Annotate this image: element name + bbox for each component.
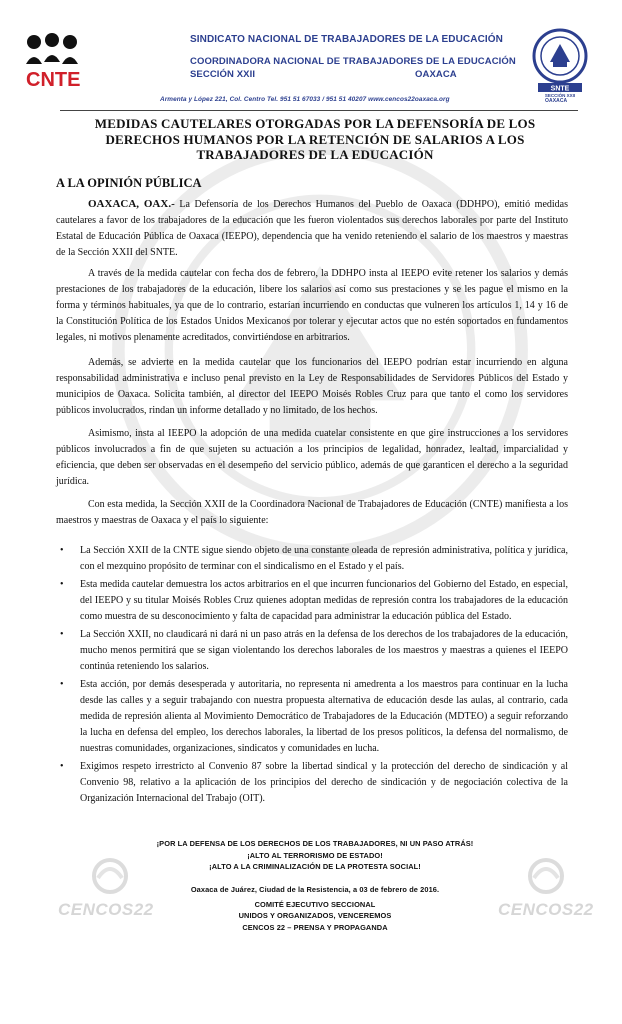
contact-address: Armenta y López 221, Col. Centro Tel. 951 51 67033 / 951 51 40207 www.cencos22oaxaca.org	[160, 96, 450, 103]
list-item	[56, 577, 568, 625]
bullet-icon: •	[60, 629, 64, 640]
list-item-text: Exigimos respeto irrestricto al Convenio 87 sobre la libertad sindical y la protección del derecho de sindicación y al Convenio 98, relativo a la aplicación de los principios del derecho de sindicación y de negociación colectiva de la Organización Internacional del Trabajo (OIT).	[80, 761, 568, 804]
bullet-icon: •	[60, 579, 64, 590]
footer-signature	[110, 884, 520, 933]
list-item	[56, 759, 568, 807]
section-heading: A LA OPINIÓN PÚBLICA	[56, 176, 202, 190]
paragraph-2	[56, 266, 568, 346]
signature: CENCOS 22 – PRENSA Y PROPAGANDA	[242, 922, 388, 932]
bullet-list	[56, 543, 568, 809]
snte-seal-icon	[528, 28, 592, 100]
paragraph-1-lead: OAXACA, OAX.-	[88, 198, 175, 210]
list-item-text: Esta acción, por demás desesperada y autoritaria, no representa ni amedrenta a los maestros para continuar en la lucha desde las calles y a seguir trabajando con nuestra propuesta alternativa de educación desde las aulas, al contrario, cada medida de represión alienta al Movimiento Democrático de Trabajadores de la Educación (MDTEO) a seguir reforzando la lucha en defensa del empleo, los derechos laborales, la libertad de los presos políticos, la defensa del normalismo, de nuestras comunidades, organizaciones, sindicatos y comunidades en lucha.	[80, 679, 568, 754]
paragraph-4-text: Asimismo, insta al IEEPO la adopción de una medida cuatelar consistente en que gire instrucciones a los servidores públicos involucrados a fin de que sujeten su actuación a los principios de legalidad, honradez, lealtad, imparcialidad y eficiencia, que deben ser observadas en el desempeño del servicio público, además de que garanticen el derecho a la seguridad jurídica.	[56, 428, 568, 487]
paragraph-3-text: Además, se advierte en la medida cautelar que los funcionarios del IEEPO podrían estar incurriendo en alguna responsabilidad administrativa e incluso penal previsto en la Ley de Responsabilidades de Servidores Públicos del Estado y municipios de Oaxaca. Solicita también, al director del IEEPO Moisés Robles Cruz para que tanto el como los servidores públicos involucrados, rindan un informe detallado y no limitado, de los hechos.	[56, 357, 568, 416]
section-label: SECCIÓN XXII	[190, 69, 256, 80]
paragraph-3	[56, 355, 568, 419]
snte-seal-section: SECCIÓN XXII	[544, 93, 576, 98]
slogan-2: ¡ALTO AL TERRORISMO DE ESTADO!	[247, 850, 383, 860]
paragraph-4	[56, 426, 568, 490]
list-item	[56, 677, 568, 757]
cnte-logo-text: CNTE	[26, 69, 81, 90]
motto: UNIDOS Y ORGANIZADOS, VENCEREMOS	[238, 911, 392, 920]
coordinator-name: COORDINADORA NACIONAL DE TRABAJADORES DE LA EDUCACIÓN	[190, 56, 516, 67]
slogan-1: ¡POR LA DEFENSA DE LOS DERECHOS DE LOS TRABAJADORES, NI UN PASO ATRÁS!	[156, 839, 474, 848]
header-divider	[60, 110, 578, 111]
list-item	[56, 543, 568, 575]
list-item-text: La Sección XXII de la CNTE sigue siendo objeto de una constante oleada de represión administrativa, política y jurídica, con el mezquino propósito de terminar con el sindicalismo en el Estado y el país.	[80, 545, 568, 572]
document-title: MEDIDAS CAUTELARES OTORGADAS POR LA DEFENSORÍA DE LOS DERECHOS HUMANOS POR LA RETENCIÓN DE SALARIOS A LOS TRABAJADORES DE LA EDUCACIÓN	[94, 116, 536, 162]
committee-name: COMITÉ EJECUTIVO SECCIONAL	[254, 899, 376, 909]
cnte-logo-icon	[22, 30, 172, 90]
slogan-3: ¡ALTO A LA CRIMINALIZACIÓN DE LA PROTESTA SOCIAL!	[209, 862, 421, 871]
list-item-text: La Sección XXII, no claudicará ni dará ni un paso atrás en la defensa de los derechos de los trabajadores de la educación, mucho menos permitirá que se sigan violentando los derechos laborales de los maestros y maestras a quienes el IEEPO continúa reteniendo los salarios.	[80, 629, 568, 672]
footer-slogans	[110, 838, 520, 873]
paragraph-5-text: Con esta medida, la Sección XXII de la Coordinadora Nacional de Trabajadores de Educación (CNTE) manifiesta a los maestros y maestras de Oaxaca y el país lo siguiente:	[56, 499, 568, 526]
cencos-watermark-right: CENCOS22	[498, 900, 594, 919]
cencos-watermark-left: CENCOS22	[58, 900, 154, 919]
paragraph-1	[56, 196, 568, 261]
list-item	[56, 627, 568, 675]
union-name: SINDICATO NACIONAL DE TRABAJADORES DE LA EDUCACIÓN	[190, 34, 503, 45]
bullet-icon: •	[60, 679, 64, 690]
snte-seal-label: SNTE	[550, 85, 570, 93]
paragraph-5	[56, 497, 568, 529]
state-label: OAXACA	[415, 69, 457, 80]
paragraph-1-text: La Defensoría de los Derechos Humanos del Pueblo de Oaxaca (DDHPO), emitió medidas cautelares a favor de los trabajadores de la educación que les fueron violentados sus derechos laborales por parte del Instituto Estatal de Educación Pública de Oaxaca (IEEPO), dependencia que ha venido reteniendo el salario de los maestros y maestras de la Sección XXII del SNTE.	[56, 199, 568, 258]
paragraph-2-text: A través de la medida cautelar con fecha dos de febrero, la DDHPO insta al IEEPO evite retener los salarios y demás prestaciones de los trabajadores de la educación, libere los salarios así como sus prestaciones y se les pague el mismo en la forma y términos habituales, ya que de lo contrario, estarían incurriendo en conductas que vulneren los artículos 1, 14 y 16 de la Constitución Política de los Estados Unidos Mexicanos por tolerar y ejecutar actos que no estén soportados en fundamentos legales, ni motivos plenamente acreditados, convirtiéndose en arbitrarios.	[56, 268, 568, 343]
place-date: Oaxaca de Juárez, Ciudad de la Resistencia, a 03 de febrero de 2016.	[190, 885, 440, 894]
list-item-text: Esta medida cautelar demuestra los actos arbitrarios en el que incurren funcionarios del Gobierno del Estado, en especial, del IEEPO y su titular Moisés Robles Cruz quienes adoptan medidas de represión contra los trabajadores de la educación como muestra de su desconocimiento y falta de capacidad para administrar la educación pública del Estado.	[80, 579, 568, 622]
snte-seal-state: OAXACA	[545, 98, 568, 104]
bullet-icon: •	[60, 761, 64, 772]
bullet-icon: •	[60, 545, 64, 556]
cencos-watermark-icon	[520, 856, 572, 896]
